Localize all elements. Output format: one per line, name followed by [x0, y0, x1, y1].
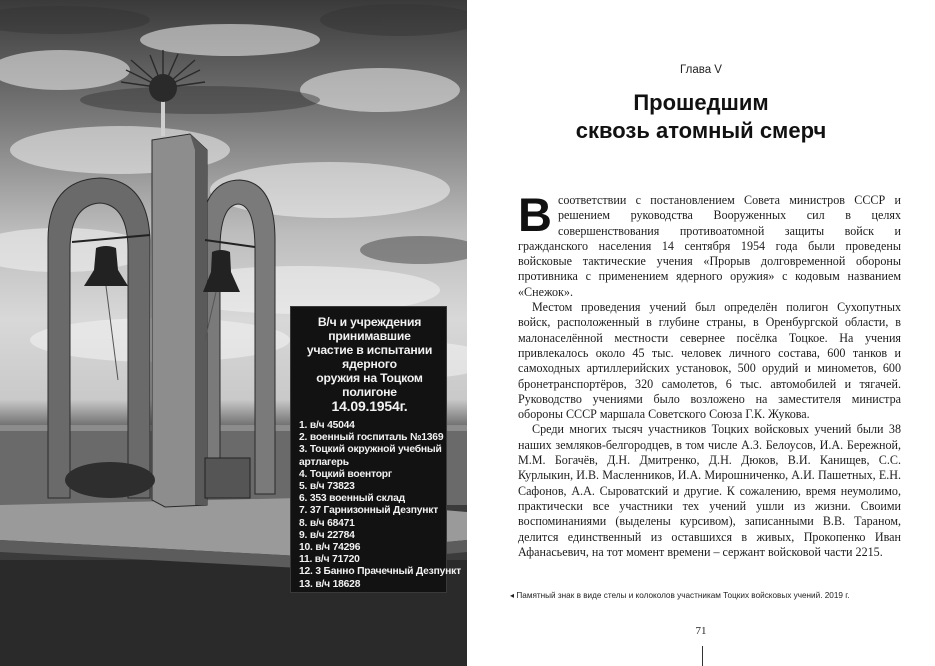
plaque-unit-item: 12. 3 Банно Прачечный Дезпункт — [299, 566, 461, 578]
memorial-plaque — [290, 306, 461, 593]
chapter-title-line: Прошедшим — [633, 90, 769, 115]
plaque-unit-list — [299, 420, 461, 591]
plaque-unit-item: 6. 353 военный склад — [299, 493, 405, 505]
paragraph: Среди многих тысяч участников Тоцких войсковых учений были 38 наших земляков-белгородцев, в том числе А.З. Белоусов, И.А. Бережной, М.М. Богачёв, Д.Н. Дмитренко, Д.Н. Дюков, В.И. Канищев, С.С. Курлыкин, И.В. Масленников, И.А. Мирошниченко, А.И. Пашетных, Е.Н. Сафонов, А.А. Сыроватский и другие. К сожалению, время неумолимо, практически все участники тех учений ушли из жизни. Своими воспоминаниями (выделены курсивом), записанными В.В. Тараном, делится единственный из оставшихся в живых, Прокопенко Иван Афанасьевич, на тот момент времени – сержант войсковой части 2215. — [518, 422, 901, 559]
plaque-title-line: В/ч и учреждения принимавшие — [317, 315, 422, 343]
chapter-title-line: сквозь атомный смерч — [575, 118, 827, 143]
plaque-unit-item: 9. в/ч 22784 — [299, 529, 355, 541]
plaque-unit-item: 1. в/ч 45044 — [299, 420, 355, 431]
plaque-unit-item: 3. Тоцкий окружной учебный — [299, 444, 442, 456]
plaque-unit-item: 11. в/ч 71720 — [299, 554, 360, 566]
plaque-unit-item: 8. в/ч 68471 — [299, 517, 355, 529]
page-number: 71 — [695, 625, 707, 637]
plaque-title-line: оружия на Тоцком полигоне — [316, 371, 423, 399]
plaque-unit-item: 7. 37 Гарнизонный Дезпункт — [299, 505, 439, 517]
plaque-title — [299, 315, 440, 413]
body-text — [518, 188, 901, 560]
paragraph-text: соответствии с постановлением Совета министров СССР и решением руководства Вооруженных сил в целях совершенствования противоатомной защиты войск и гражданского населения 14 сентября 1954 года были проведены войсковые тактические учения «Прорыв долговременной обороны противника с применением ядерного оружия» с кодовым названием «Снежок». — [518, 193, 901, 299]
plaque-unit-item: артлагерь — [299, 456, 349, 468]
plaque-title-line: участие в испытании ядерного — [306, 343, 433, 371]
plaque-unit-item: 13. в/ч 18628 — [299, 578, 361, 590]
gutter-mark — [702, 646, 703, 666]
chapter-title — [467, 89, 935, 145]
plaque-date: 14.09.1954г. — [331, 398, 408, 414]
chapter-label: Глава V — [680, 64, 722, 76]
plaque-unit-item: 4. Тоцкий военторг — [299, 468, 392, 480]
paragraph: Местом проведения учений был определён полигон Сухопутных войск, расположенный в глубине страны, в Оренбургской области, в малонаселённой местности севернее посёлка Тоцкое. На учения привлекалось около 45 тыс. человек личного состава, 600 танков и самоходных артиллерийских установок, 500 орудий и минометов, 600 бронетранспортёров, 320 самолетов, 6 тыс. автомобилей и тягачей. Руководство учениями было возложено на заместителя министра обороны СССР маршала Советского Союза Г.К. Жукова. — [518, 300, 901, 422]
memorial-photo — [0, 0, 467, 666]
drop-cap: В — [518, 188, 552, 241]
photo-caption: ◂ Памятный знак в виде стелы и колоколов участникам Тоцких войсковых учений. 2019 г. — [510, 591, 850, 600]
plaque-unit-item: 10. в/ч 74296 — [299, 542, 361, 554]
text-page — [467, 0, 935, 666]
plaque-unit-item: 2. военный госпиталь №1369 — [299, 432, 444, 444]
plaque-unit-item: 5. в/ч 73823 — [299, 481, 355, 493]
paragraph — [518, 188, 901, 300]
